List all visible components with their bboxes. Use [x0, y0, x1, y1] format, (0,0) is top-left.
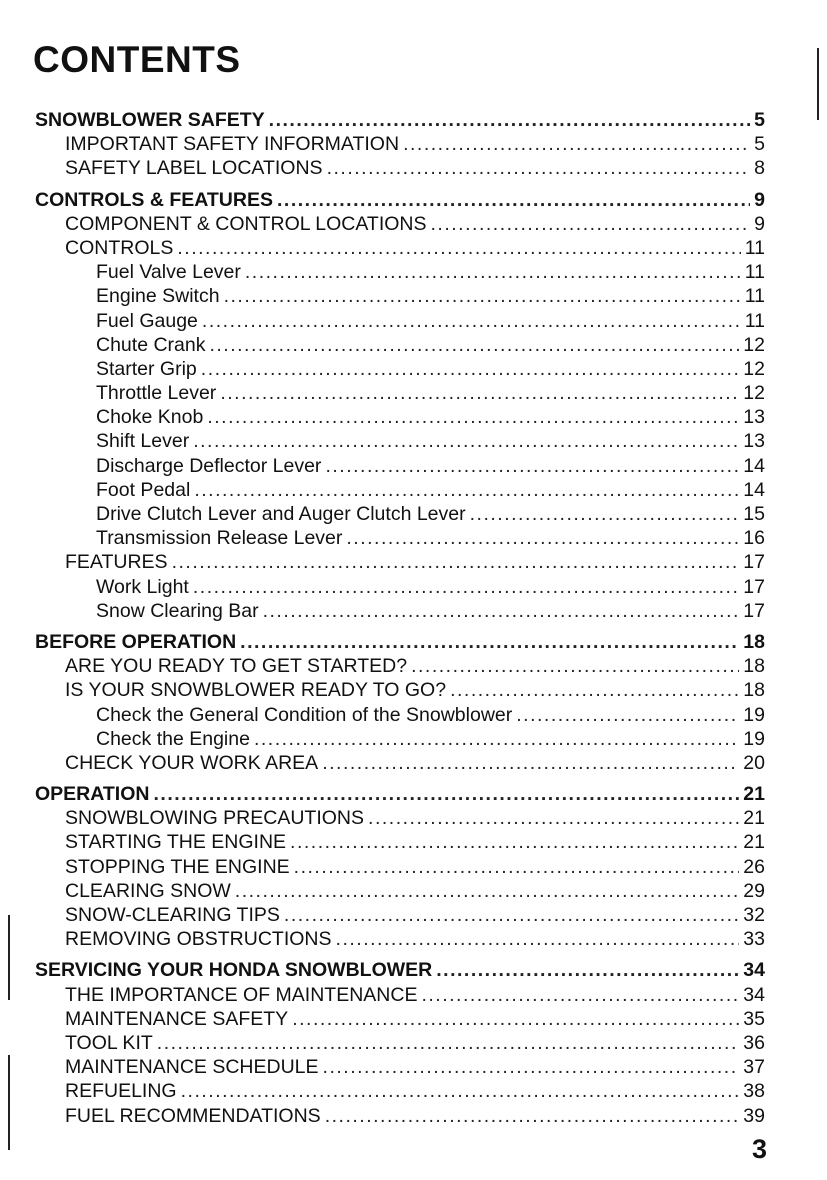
dot-leader — [294, 855, 740, 879]
dot-leader — [153, 782, 739, 806]
toc-entry-page: 36 — [743, 1031, 765, 1054]
toc-entry-page: 11 — [744, 285, 765, 308]
toc-section-entry[interactable] — [0, 108, 827, 132]
toc-entry-label: THE IMPORTANCE OF MAINTENANCE — [65, 983, 418, 1006]
toc-entry[interactable] — [0, 236, 827, 260]
toc-entry-page: 17 — [743, 551, 765, 574]
dot-leader — [177, 236, 740, 260]
dot-leader — [327, 156, 751, 180]
toc-entry-page: 34 — [743, 959, 765, 982]
toc-entry-page: 21 — [743, 783, 765, 806]
margin-mark — [8, 915, 10, 1000]
dot-leader — [368, 806, 739, 830]
table-of-contents — [0, 108, 827, 1128]
toc-entry[interactable] — [0, 654, 827, 678]
toc-entry-page: 14 — [743, 478, 765, 501]
toc-entry-label: SNOWBLOWING PRECAUTIONS — [65, 807, 365, 830]
toc-entry-page: 21 — [743, 831, 765, 854]
toc-entry-label: TOOL KIT — [65, 1031, 153, 1054]
toc-entry-label: CONTROLS — [65, 236, 174, 259]
toc-entry-label: COMPONENT & CONTROL LOCATIONS — [65, 212, 427, 235]
toc-entry-page: 11 — [744, 261, 765, 284]
toc-entry-page: 14 — [743, 454, 765, 477]
toc-entry-label: Engine Switch — [96, 285, 220, 308]
toc-entry-page: 8 — [754, 157, 765, 180]
dot-leader — [346, 526, 739, 550]
toc-entry[interactable] — [0, 260, 827, 284]
dot-leader — [470, 502, 740, 526]
toc-entry-label: IMPORTANT SAFETY INFORMATION — [65, 133, 400, 156]
dot-leader — [181, 1079, 740, 1103]
toc-entry-page: 18 — [743, 679, 765, 702]
toc-entry-page: 18 — [743, 655, 765, 678]
toc-entry-page: 9 — [754, 212, 765, 235]
margin-mark — [817, 48, 819, 120]
toc-entry[interactable] — [0, 678, 827, 702]
dot-leader — [194, 478, 739, 502]
dot-leader — [209, 333, 739, 357]
toc-entry-label: STOPPING THE ENGINE — [65, 855, 290, 878]
toc-entry[interactable] — [0, 1031, 827, 1055]
toc-entry-page: 33 — [743, 928, 765, 951]
toc-entry-label: Starter Grip — [96, 357, 197, 380]
dot-leader — [220, 381, 739, 405]
toc-entry-page: 16 — [743, 527, 765, 550]
toc-section-entry[interactable] — [0, 958, 827, 982]
dot-leader — [277, 188, 750, 212]
dot-leader — [235, 879, 740, 903]
toc-entry-label: Fuel Valve Lever — [96, 261, 241, 284]
toc-entry[interactable] — [0, 855, 827, 879]
toc-entry-page: 37 — [743, 1056, 765, 1079]
toc-entry-page: 12 — [743, 382, 765, 405]
toc-entry-page: 18 — [743, 630, 765, 653]
toc-entry-label: CHECK YOUR WORK AREA — [65, 751, 319, 774]
toc-entry-page: 39 — [743, 1104, 765, 1127]
toc-entry-page: 38 — [743, 1080, 765, 1103]
toc-entry-page: 19 — [743, 703, 765, 726]
toc-entry-page: 11 — [744, 236, 765, 259]
toc-entry-label: REMOVING OBSTRUCTIONS — [65, 928, 332, 951]
dot-leader — [224, 284, 741, 308]
toc-entry[interactable] — [0, 478, 827, 502]
dot-leader — [172, 550, 740, 574]
toc-entry-page: 5 — [754, 109, 765, 131]
toc-entry[interactable] — [0, 806, 827, 830]
toc-section-entry[interactable] — [0, 188, 827, 212]
dot-leader — [263, 599, 740, 623]
toc-entry[interactable] — [0, 983, 827, 1007]
toc-entry-label: Foot Pedal — [96, 478, 191, 501]
dot-leader — [269, 108, 750, 132]
toc-entry-label: IS YOUR SNOWBLOWER READY TO GO? — [65, 679, 447, 702]
toc-entry-label: Choke Knob — [96, 406, 204, 429]
toc-entry-page: 13 — [743, 406, 765, 429]
dot-leader — [411, 654, 739, 678]
toc-entry[interactable] — [0, 575, 827, 599]
dot-leader — [157, 1031, 740, 1055]
dot-leader — [403, 132, 750, 156]
toc-entry[interactable] — [0, 830, 827, 854]
dot-leader — [436, 958, 739, 982]
toc-entry-label: Chute Crank — [96, 333, 206, 356]
toc-entry-page: 11 — [744, 309, 765, 332]
page-number: 3 — [751, 1134, 767, 1164]
toc-entry-label: ARE YOU READY TO GET STARTED? — [65, 655, 408, 678]
toc-entry-label: REFUELING — [65, 1080, 177, 1103]
toc-entry-label: FUEL RECOMMENDATIONS — [65, 1104, 321, 1127]
dot-leader — [207, 405, 739, 429]
toc-entry-page: 26 — [743, 855, 765, 878]
toc-entry[interactable] — [0, 879, 827, 903]
toc-entry[interactable] — [0, 1079, 827, 1103]
toc-entry[interactable] — [0, 284, 827, 308]
toc-entry-page: 32 — [743, 904, 765, 926]
toc-entry[interactable] — [0, 132, 827, 156]
page-title: CONTENTS — [33, 39, 241, 80]
toc-entry[interactable] — [0, 454, 827, 478]
toc-entry-label: Snow Clearing Bar — [96, 599, 259, 622]
dot-leader — [201, 357, 740, 381]
toc-entry-label: Fuel Gauge — [96, 309, 198, 332]
dot-leader — [336, 927, 740, 951]
toc-entry-label: OPERATION — [35, 783, 150, 806]
toc-entry-page: 19 — [743, 727, 765, 750]
dot-leader — [202, 309, 741, 333]
toc-entry-page: 35 — [743, 1007, 765, 1030]
toc-entry-page: 13 — [743, 430, 765, 453]
margin-mark — [8, 1055, 10, 1150]
toc-entry-page: 12 — [743, 333, 765, 356]
toc-entry[interactable] — [0, 751, 827, 775]
toc-entry-label: MAINTENANCE SCHEDULE — [65, 1056, 319, 1079]
toc-entry-label: Check the Engine — [96, 727, 250, 750]
toc-section-entry[interactable] — [0, 782, 827, 806]
toc-entry[interactable] — [0, 1055, 827, 1079]
toc-entry-label: SNOW-CLEARING TIPS — [65, 904, 280, 926]
toc-entry[interactable] — [0, 357, 827, 381]
toc-entry-label: SNOWBLOWER SAFETY — [35, 109, 265, 131]
toc-entry-page: 5 — [754, 133, 765, 156]
toc-entry[interactable] — [0, 309, 827, 333]
toc-entry-label: Shift Lever — [96, 430, 190, 453]
toc-entry-page: 9 — [754, 188, 765, 211]
toc-entry-label: FEATURES — [65, 551, 168, 574]
toc-entry[interactable] — [0, 156, 827, 180]
dot-leader — [284, 903, 739, 927]
dot-leader — [193, 429, 739, 453]
toc-entry-label: STARTING THE ENGINE — [65, 831, 287, 854]
toc-entry[interactable] — [0, 703, 827, 727]
toc-entry-label: Transmission Release Lever — [96, 527, 343, 550]
toc-entry-label: Check the General Condition of the Snowblower — [96, 703, 513, 726]
toc-entry-label: SERVICING YOUR HONDA SNOWBLOWER — [35, 959, 433, 982]
toc-entry-page: 20 — [743, 751, 765, 774]
dot-leader — [516, 703, 739, 727]
dot-leader — [450, 678, 739, 702]
toc-entry-page: 15 — [743, 503, 765, 525]
toc-entry-page: 12 — [743, 357, 765, 380]
toc-entry[interactable] — [0, 550, 827, 574]
dot-leader — [193, 575, 739, 599]
toc-section-entry[interactable] — [0, 630, 827, 654]
dot-leader — [240, 630, 739, 654]
toc-entry-label: CLEARING SNOW — [65, 879, 231, 902]
toc-entry[interactable] — [0, 429, 827, 453]
toc-entry-label: BEFORE OPERATION — [35, 630, 237, 653]
toc-entry-label: Drive Clutch Lever and Auger Clutch Lever — [96, 503, 466, 525]
toc-entry-label: CONTROLS & FEATURES — [35, 188, 273, 211]
toc-entry-label: Throttle Lever — [96, 382, 217, 405]
dot-leader — [322, 751, 739, 775]
toc-entry[interactable] — [0, 927, 827, 951]
toc-entry[interactable] — [0, 405, 827, 429]
dot-leader — [323, 1055, 740, 1079]
dot-leader — [254, 727, 739, 751]
toc-entry-page: 34 — [743, 983, 765, 1006]
toc-entry[interactable] — [0, 212, 827, 236]
toc-entry-label: Discharge Deflector Lever — [96, 454, 322, 477]
dot-leader — [245, 260, 741, 284]
toc-entry-label: SAFETY LABEL LOCATIONS — [65, 157, 323, 180]
toc-entry-page: 21 — [743, 807, 765, 830]
toc-entry[interactable] — [0, 502, 827, 526]
toc-entry-page: 17 — [743, 575, 765, 598]
toc-entry[interactable] — [0, 1007, 827, 1031]
toc-entry-page: 17 — [743, 599, 765, 622]
toc-entry-label: MAINTENANCE SAFETY — [65, 1007, 289, 1030]
toc-entry[interactable] — [0, 526, 827, 550]
dot-leader — [421, 983, 739, 1007]
toc-entry[interactable] — [0, 333, 827, 357]
dot-leader — [325, 1104, 740, 1128]
dot-leader — [431, 212, 751, 236]
toc-entry[interactable] — [0, 727, 827, 751]
dot-leader — [290, 830, 739, 854]
toc-entry[interactable] — [0, 381, 827, 405]
toc-entry[interactable] — [0, 903, 827, 927]
dot-leader — [325, 454, 739, 478]
dot-leader — [292, 1007, 739, 1031]
toc-entry[interactable] — [0, 1104, 827, 1128]
toc-entry-page: 29 — [743, 879, 765, 902]
toc-entry[interactable] — [0, 599, 827, 623]
toc-entry-label: Work Light — [96, 575, 189, 598]
